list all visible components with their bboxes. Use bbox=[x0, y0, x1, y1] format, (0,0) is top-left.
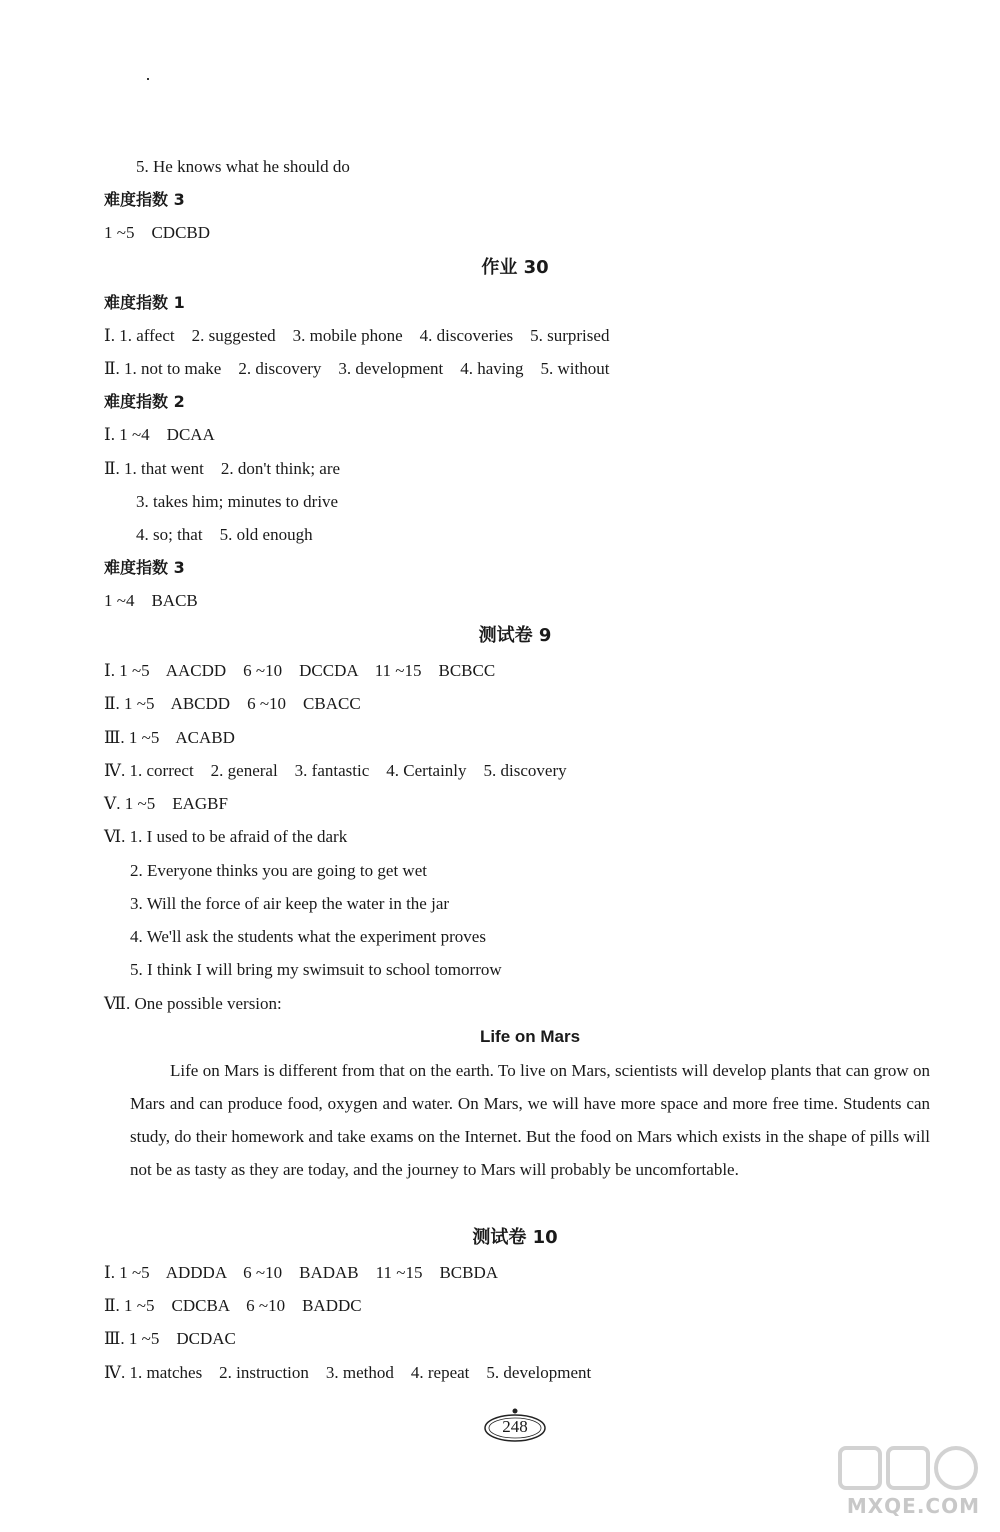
section-heading: 作业 30 bbox=[481, 257, 549, 278]
answer-line: 3. Will the force of air keep the water in the jar bbox=[130, 894, 450, 913]
answer-line: Ⅱ. 1. that went 2. don't think; are bbox=[104, 459, 341, 478]
answer-line: 5. I think I will bring my swimsuit to school tomorrow bbox=[130, 960, 502, 979]
difficulty-heading: 难度指数 1 bbox=[104, 293, 185, 312]
section-heading: 测试卷 9 bbox=[478, 625, 552, 646]
answer-line: Ⅶ. One possible version: bbox=[104, 994, 282, 1013]
difficulty-heading: 难度指数 2 bbox=[104, 392, 185, 411]
answer-line: Ⅳ. 1. correct 2. general 3. fantastic 4. Certainly 5. discovery bbox=[104, 761, 567, 780]
answer-line: 1 ~4 BACB bbox=[104, 591, 198, 610]
difficulty-heading: 难度指数 3 bbox=[104, 558, 185, 577]
section-heading: 测试卷 10 bbox=[472, 1227, 558, 1248]
essay-paragraph: Life on Mars is different from that on the earth. To live on Mars, scientists will develop plants that can grow on Mars and can produce food, oxygen and water. On Mars, we will have more space and more free time. Students can study, do their homework and take exams on the Internet. But the food on Mars which exists in the shape of pills will not be as tasty as they are today, and the journey to Mars will probably be uncomfortable. bbox=[130, 1061, 930, 1179]
answer-line: Ⅱ. 1 ~5 ABCDD 6 ~10 CBACC bbox=[104, 694, 361, 713]
answer-line: Ⅰ. 1 ~4 DCAA bbox=[104, 425, 215, 444]
page-number bbox=[482, 1407, 548, 1445]
answer-line: Ⅲ. 1 ~5 ACABD bbox=[104, 728, 235, 747]
answer-line: Ⅲ. 1 ~5 DCDAC bbox=[104, 1329, 236, 1348]
speck bbox=[147, 78, 149, 80]
answer-line: Ⅰ. 1 ~5 AACDD 6 ~10 DCCDA 11 ~15 BCBCC bbox=[104, 661, 496, 680]
answer-line: Ⅴ. 1 ~5 EAGBF bbox=[104, 794, 228, 813]
answer-line: 4. so; that 5. old enough bbox=[136, 525, 313, 544]
watermark-logo bbox=[820, 1440, 990, 1524]
answer-line: Ⅰ. 1. affect 2. suggested 3. mobile phone 4. discoveries 5. surprised bbox=[104, 326, 610, 345]
answer-line: Ⅱ. 1. not to make 2. discovery 3. development 4. having 5. without bbox=[104, 359, 610, 378]
answer-line: 3. takes him; minutes to drive bbox=[136, 492, 339, 511]
answer-line: Ⅵ. 1. I used to be afraid of the dark bbox=[104, 827, 348, 846]
difficulty-heading: 难度指数 3 bbox=[104, 190, 185, 209]
answer-line: 1 ~5 CDCBD bbox=[104, 223, 211, 242]
answer-line: Ⅱ. 1 ~5 CDCBA 6 ~10 BADDC bbox=[104, 1296, 362, 1315]
answer-line: Ⅳ. 1. matches 2. instruction 3. method 4. repeat 5. development bbox=[104, 1363, 592, 1382]
essay-title: Life on Mars bbox=[479, 1027, 581, 1046]
page-number-text: 248 bbox=[502, 1417, 528, 1436]
answer-line: 5. He knows what he should do bbox=[136, 157, 350, 176]
answer-line: 4. We'll ask the students what the experiment proves bbox=[130, 927, 486, 946]
watermark-text: MXQE.COM bbox=[846, 1494, 980, 1518]
answer-line: Ⅰ. 1 ~5 ADDDA 6 ~10 BADAB 11 ~15 BCBDA bbox=[104, 1263, 499, 1282]
answer-line: 2. Everyone thinks you are going to get wet bbox=[130, 861, 427, 880]
